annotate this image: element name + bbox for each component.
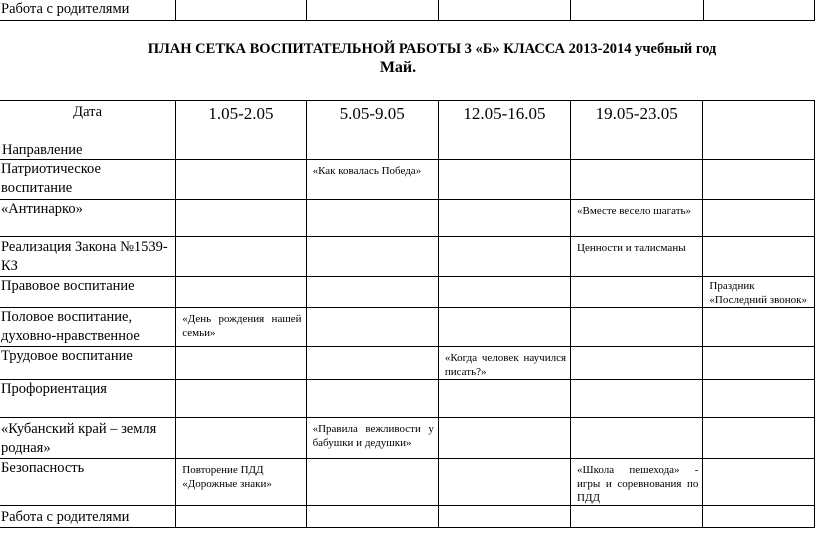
plan-cell — [176, 380, 306, 418]
plan-cell — [703, 418, 815, 459]
empty-cell — [703, 0, 814, 21]
title-block — [0, 40, 816, 78]
table-row — [0, 0, 815, 21]
table-row — [0, 418, 815, 459]
plan-cell — [571, 506, 703, 528]
table-row — [0, 277, 815, 308]
direction-label: Направление — [2, 142, 83, 158]
plan-cell: Ценности и талисманы — [571, 237, 703, 277]
top-table — [0, 0, 815, 21]
empty-cell — [439, 0, 571, 21]
plan-cell — [176, 277, 306, 308]
plan-cell — [176, 200, 306, 237]
plan-cell: «Вместе весело шагать» — [571, 200, 703, 237]
direction-cell: Работа с родителями — [0, 506, 176, 528]
plan-cell — [306, 237, 438, 277]
plan-cell — [571, 308, 703, 347]
direction-cell: Правовое воспитание — [0, 277, 176, 308]
header-corner-cell — [0, 101, 176, 160]
plan-cell: Праздник «Последний звонок» — [703, 277, 815, 308]
plan-cell — [703, 347, 815, 380]
plan-cell: «Правила вежливости у бабушки и дедушки» — [306, 418, 438, 459]
table-row — [0, 380, 815, 418]
direction-cell: Реализация Закона №1539-КЗ — [0, 237, 176, 277]
week-header: 5.05-9.05 — [306, 101, 438, 160]
plan-cell: «Когда человек научился писать?» — [438, 347, 570, 380]
plan-cell — [438, 459, 570, 506]
plan-cell — [438, 418, 570, 459]
plan-cell — [571, 380, 703, 418]
table-row — [0, 160, 815, 200]
table-row — [0, 506, 815, 528]
plan-cell — [571, 347, 703, 380]
direction-cell: Безопасность — [0, 459, 176, 506]
plan-cell — [176, 347, 306, 380]
week-header: 19.05-23.05 — [571, 101, 703, 160]
direction-cell: Профориентация — [0, 380, 176, 418]
plan-cell — [306, 347, 438, 380]
plan-cell — [438, 160, 570, 200]
plan-cell — [176, 418, 306, 459]
plan-cell — [438, 380, 570, 418]
direction-cell: «Кубанский край – земля родная» — [0, 418, 176, 459]
plan-cell — [703, 200, 815, 237]
plan-cell — [306, 506, 438, 528]
empty-cell — [306, 0, 438, 21]
plan-cell — [571, 160, 703, 200]
plan-cell: Повторение ПДД «Дорожные знаки» — [176, 459, 306, 506]
plan-cell — [176, 160, 306, 200]
plan-cell — [438, 277, 570, 308]
week-header: 12.05-16.05 — [438, 101, 570, 160]
table-row — [0, 308, 815, 347]
plan-cell — [571, 418, 703, 459]
plan-cell — [438, 200, 570, 237]
plan-cell — [438, 308, 570, 347]
plan-cell — [306, 459, 438, 506]
plan-cell: «Как ковалась Победа» — [306, 160, 438, 200]
direction-cell: Трудовое воспитание — [0, 347, 176, 380]
plan-cell: «День рождения нашей семьи» — [176, 308, 306, 347]
table-row — [0, 237, 815, 277]
table-row — [0, 200, 815, 237]
plan-cell — [438, 237, 570, 277]
plan-cell — [703, 160, 815, 200]
plan-cell — [306, 308, 438, 347]
header-row — [0, 101, 815, 160]
plan-cell — [176, 237, 306, 277]
date-label: Дата — [73, 104, 103, 120]
page-subtitle: Май. — [379, 59, 417, 76]
direction-cell: Половое воспитание, духовно-нравственное — [0, 308, 176, 347]
plan-cell — [703, 380, 815, 418]
plan-cell — [703, 459, 815, 506]
table-row — [0, 347, 815, 380]
direction-cell: Патриотическое воспитание — [0, 160, 176, 200]
empty-cell — [571, 0, 703, 21]
week-header: 1.05-2.05 — [176, 101, 306, 160]
plan-cell — [703, 506, 815, 528]
week-header — [703, 101, 815, 160]
empty-cell — [176, 0, 306, 21]
plan-cell — [571, 277, 703, 308]
plan-cell — [703, 237, 815, 277]
plan-cell: «Школа пешехода» - игры и соревнования по ПДД — [571, 459, 703, 506]
plan-cell — [438, 506, 570, 528]
top-row-label: Работа с родителями — [0, 0, 176, 21]
plan-table — [0, 100, 815, 528]
plan-cell — [306, 380, 438, 418]
plan-cell — [306, 277, 438, 308]
plan-cell — [306, 200, 438, 237]
direction-cell: «Антинарко» — [0, 200, 176, 237]
plan-cell — [176, 506, 306, 528]
page-title: ПЛАН СЕТКА ВОСПИТАТЕЛЬНОЙ РАБОТЫ 3 «Б» КЛАССА 2013-2014 учебный год — [147, 41, 717, 57]
plan-cell — [703, 308, 815, 347]
table-row — [0, 459, 815, 506]
